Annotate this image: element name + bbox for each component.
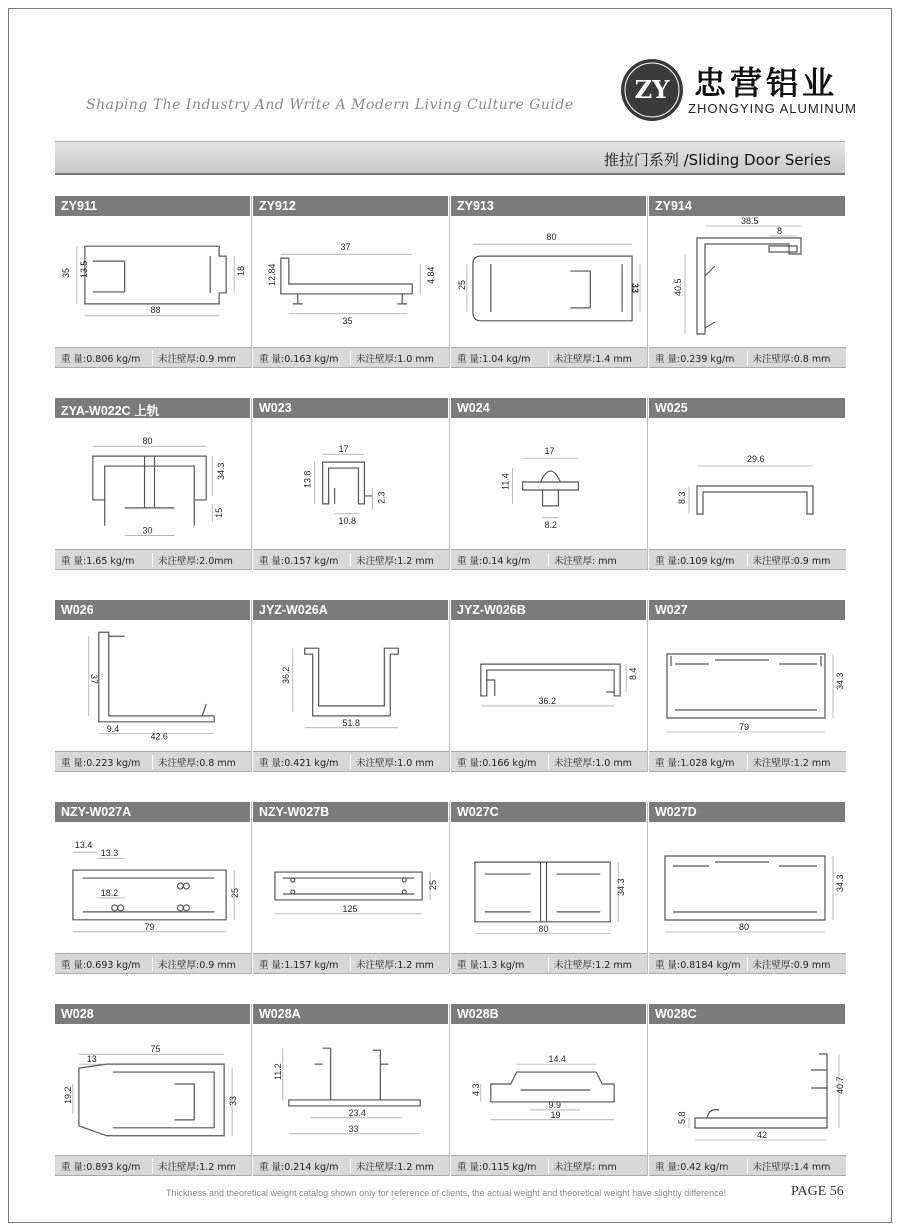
svg-text:13.5: 13.5 [78, 260, 89, 279]
svg-text:33: 33 [228, 1095, 239, 1106]
thickness-value: 未注壁厚:1.2 mm [356, 555, 434, 567]
brand-name-cn: 忠营铝业 [694, 64, 839, 102]
svg-text:10.8: 10.8 [338, 515, 356, 526]
profile-card [55, 398, 252, 570]
svg-text:13: 13 [86, 1054, 97, 1065]
svg-text:80: 80 [538, 923, 549, 934]
profile-card [649, 1004, 846, 1176]
thickness-value: 未注壁厚:1.2 mm [158, 1161, 236, 1173]
profile-specs [253, 751, 449, 772]
profile-drawing [451, 620, 647, 751]
svg-text:25: 25 [230, 887, 241, 898]
svg-text:125: 125 [342, 903, 358, 914]
profile-card [451, 1004, 648, 1176]
svg-text:15: 15 [214, 507, 225, 518]
svg-text:36.2: 36.2 [538, 695, 556, 706]
profile-code: NZY-W027B [253, 802, 449, 822]
thickness-value: 未注壁厚: mm [554, 1161, 617, 1173]
svg-text:5.8: 5.8 [677, 1111, 687, 1124]
svg-text:19: 19 [550, 1109, 561, 1120]
thickness-value: 未注壁厚:0.8 mm [158, 757, 236, 769]
svg-text:33: 33 [348, 1123, 359, 1134]
weight-value: 重 量:1.028 kg/m [649, 755, 748, 769]
svg-text:79: 79 [739, 722, 750, 732]
thickness-value: 未注壁厚:0.9 mm [158, 959, 236, 971]
weight-value: 重 量:0.8184 kg/m [649, 957, 748, 971]
svg-text:2.3: 2.3 [376, 491, 387, 504]
thickness-value: 未注壁厚:0.9 mm [752, 555, 831, 567]
footer-disclaimer: Thickness and theoretical weight catalog shown only for reference of clients, the actual weight and theoretical weight have slightly difference! [166, 1188, 727, 1198]
weight-value: 重 量:0.163 kg/m [253, 351, 351, 365]
thickness-value: 未注壁厚:1.0 mm [356, 353, 434, 365]
weight-value: 重 量:0.42 kg/m [649, 1159, 748, 1173]
profile-card [451, 600, 648, 772]
svg-text:34.3: 34.3 [216, 462, 227, 481]
weight-value: 重 量:0.115 kg/m [451, 1159, 549, 1173]
svg-text:38.5: 38.5 [741, 216, 759, 226]
profile-card [253, 196, 450, 368]
weight-value: 重 量:0.239 kg/m [649, 351, 748, 365]
svg-text:29.6: 29.6 [747, 454, 765, 464]
profile-card [451, 196, 648, 368]
profile-code: W028 [55, 1004, 251, 1024]
thickness-value: 未注壁厚:1.0 mm [554, 757, 632, 769]
svg-text:34.3: 34.3 [835, 874, 845, 892]
profile-code: W023 [253, 398, 449, 418]
svg-text:ZY: ZY [634, 75, 670, 104]
profile-drawing [451, 216, 647, 347]
weight-value: 重 量:0.157 kg/m [253, 553, 351, 567]
profile-drawing [253, 1024, 449, 1155]
svg-text:8.2: 8.2 [544, 519, 557, 530]
profile-code: W027D [649, 802, 846, 822]
profile-specs [253, 549, 449, 570]
profile-code: W025 [649, 398, 846, 418]
svg-text:42.6: 42.6 [150, 731, 168, 742]
svg-text:37: 37 [340, 242, 351, 253]
thickness-value: 未注壁厚: mm [554, 555, 617, 567]
profile-specs [55, 1155, 251, 1176]
weight-value: 重 量:1.04 kg/m [451, 351, 549, 365]
svg-text:33: 33 [630, 282, 641, 293]
profile-card [253, 802, 450, 974]
profile-drawing [649, 418, 846, 549]
catalog-row-2 [55, 398, 845, 570]
profile-specs [55, 347, 251, 368]
svg-text:80: 80 [739, 922, 750, 932]
profile-drawing [55, 216, 251, 347]
profile-drawing [55, 822, 251, 953]
svg-text:8.3: 8.3 [677, 491, 687, 504]
profile-drawing [253, 620, 449, 751]
weight-value: 重 量:0.223 kg/m [55, 755, 153, 769]
profile-code: W027 [649, 600, 846, 620]
svg-text:40.7: 40.7 [835, 1076, 845, 1094]
profile-code: ZY911 [55, 196, 251, 216]
profile-drawing [451, 418, 647, 549]
svg-text:23.4: 23.4 [348, 1107, 366, 1118]
svg-text:19.2: 19.2 [62, 1086, 73, 1104]
profile-drawing [55, 418, 251, 549]
weight-value: 重 量:1.157 kg/m [253, 957, 351, 971]
profile-card [55, 802, 252, 974]
thickness-value: 未注壁厚:1.2 mm [554, 959, 632, 971]
svg-text:80: 80 [546, 232, 557, 243]
svg-text:75: 75 [150, 1044, 161, 1055]
svg-text:17: 17 [544, 446, 555, 457]
profile-specs [451, 1155, 647, 1176]
profile-code: ZY913 [451, 196, 647, 216]
weight-value: 重 量:0.109 kg/m [649, 553, 748, 567]
svg-text:25: 25 [428, 880, 439, 890]
svg-text:4.84: 4.84 [426, 266, 437, 284]
profile-card [253, 1004, 450, 1176]
profile-specs [451, 347, 647, 368]
weight-value: 重 量:0.806 kg/m [55, 351, 153, 365]
profile-drawing [649, 620, 846, 751]
svg-text:36.2: 36.2 [280, 666, 291, 685]
profile-card [649, 196, 846, 368]
svg-text:25: 25 [456, 280, 467, 290]
svg-text:18: 18 [236, 266, 247, 277]
profile-specs [451, 751, 647, 772]
svg-text:80: 80 [142, 436, 153, 447]
profile-drawing [55, 620, 251, 751]
profile-code: W024 [451, 398, 647, 418]
weight-value: 重 量:0.214 kg/m [253, 1159, 351, 1173]
svg-text:17: 17 [338, 444, 349, 455]
profile-code: W028B [451, 1004, 647, 1024]
profile-drawing [649, 822, 846, 953]
weight-value: 重 量:0.693 kg/m [55, 957, 153, 971]
profile-code: JYZ-W026A [253, 600, 449, 620]
profile-code: ZY914 [649, 196, 846, 216]
profile-drawing [649, 216, 846, 347]
profile-code: ZY912 [253, 196, 449, 216]
thickness-value: 未注壁厚:1.2 mm [356, 1161, 434, 1173]
profile-drawing [253, 822, 449, 953]
weight-value: 重 量:0.14 kg/m [451, 553, 549, 567]
thickness-value: 未注壁厚:0.9 mm [158, 353, 236, 365]
profile-drawing [649, 1024, 846, 1155]
svg-text:9.4: 9.4 [106, 723, 120, 734]
profile-code: JYZ-W026B [451, 600, 647, 620]
brand-name-en: ZHONGYING ALUMINUM [688, 101, 857, 116]
weight-value: 重 量:0.166 kg/m [451, 755, 549, 769]
page-number: PAGE 56 [791, 1184, 844, 1199]
profile-card [55, 196, 252, 368]
svg-text:18.2: 18.2 [100, 887, 119, 898]
profile-card [451, 802, 648, 974]
company-logo [620, 58, 684, 122]
weight-value: 重 量:1.3 kg/m [451, 957, 549, 971]
svg-text:11.2: 11.2 [272, 1063, 283, 1081]
profile-card [451, 398, 648, 570]
profile-card [253, 600, 450, 772]
svg-text:12.84: 12.84 [266, 263, 277, 286]
svg-text:4.3: 4.3 [470, 1083, 481, 1096]
profile-specs [451, 549, 647, 570]
thickness-value: 未注壁厚:0.9 mm [752, 959, 831, 971]
profile-code: ZYA-W022C 上轨 [55, 398, 251, 418]
svg-text:8: 8 [777, 226, 783, 236]
svg-text:9.9: 9.9 [548, 1099, 561, 1110]
profile-card [253, 398, 450, 570]
thickness-value: 未注壁厚:0.8 mm [752, 353, 831, 365]
series-banner [55, 141, 845, 175]
svg-text:14.4: 14.4 [548, 1054, 566, 1065]
svg-text:11.4: 11.4 [500, 473, 511, 490]
profile-specs [253, 347, 449, 368]
profile-drawing [451, 1024, 647, 1155]
profile-code: NZY-W027A [55, 802, 251, 822]
profile-specs [253, 1155, 449, 1176]
profile-specs [451, 953, 647, 974]
thickness-value: 未注壁厚:1.0 mm [356, 757, 434, 769]
weight-value: 重 量:0.893 kg/m [55, 1159, 153, 1173]
catalog-row-5 [55, 1004, 845, 1176]
profile-drawing [55, 1024, 251, 1155]
svg-text:37: 37 [88, 674, 99, 685]
catalog-row-1 [55, 196, 845, 368]
profile-card [649, 802, 846, 974]
profile-drawing [253, 216, 449, 347]
profile-specs [649, 751, 846, 772]
svg-text:40.5: 40.5 [673, 278, 683, 296]
thickness-value: 未注壁厚:2.0mm [158, 555, 233, 567]
svg-text:34.3: 34.3 [835, 672, 845, 690]
svg-text:13.4: 13.4 [74, 840, 93, 851]
profile-drawing [451, 822, 647, 953]
profile-specs [649, 1155, 846, 1176]
profile-card [55, 1004, 252, 1176]
weight-value: 重 量:1.65 kg/m [55, 553, 153, 567]
profile-specs [253, 953, 449, 974]
profile-code: W028C [649, 1004, 846, 1024]
profile-specs [55, 751, 251, 772]
profile-specs [649, 953, 846, 974]
series-title: 推拉门系列 /Sliding Door Series [603, 151, 831, 169]
catalog-row-4 [55, 802, 845, 974]
profile-code: W028A [253, 1004, 449, 1024]
svg-text:35: 35 [342, 315, 353, 326]
catalog-row-3 [55, 600, 845, 772]
svg-text:79: 79 [144, 921, 155, 932]
profile-specs [55, 953, 251, 974]
thickness-value: 未注壁厚:1.2 mm [356, 959, 434, 971]
profile-code: W026 [55, 600, 251, 620]
svg-text:42: 42 [757, 1130, 768, 1140]
thickness-value: 未注壁厚:1.4 mm [554, 353, 632, 365]
svg-text:51.8: 51.8 [342, 717, 360, 728]
svg-text:8.4: 8.4 [628, 667, 639, 681]
svg-text:13.3: 13.3 [100, 848, 119, 859]
svg-text:13.8: 13.8 [302, 470, 313, 488]
profile-card [649, 600, 846, 772]
svg-text:30: 30 [142, 525, 153, 536]
svg-text:34.3: 34.3 [616, 878, 627, 896]
svg-text:88: 88 [150, 304, 161, 315]
thickness-value: 未注壁厚:1.2 mm [752, 757, 831, 769]
slogan: Shaping The Industry And Write A Modern Living Culture Guide [86, 97, 574, 113]
profile-code: W027C [451, 802, 647, 822]
profile-specs [649, 549, 846, 570]
profile-card [649, 398, 846, 570]
weight-value: 重 量:0.421 kg/m [253, 755, 351, 769]
profile-specs [649, 347, 846, 368]
profile-drawing [253, 418, 449, 549]
thickness-value: 未注壁厚:1.4 mm [752, 1161, 831, 1173]
profile-specs [55, 549, 251, 570]
svg-text:35: 35 [60, 268, 71, 279]
profile-card [55, 600, 252, 772]
